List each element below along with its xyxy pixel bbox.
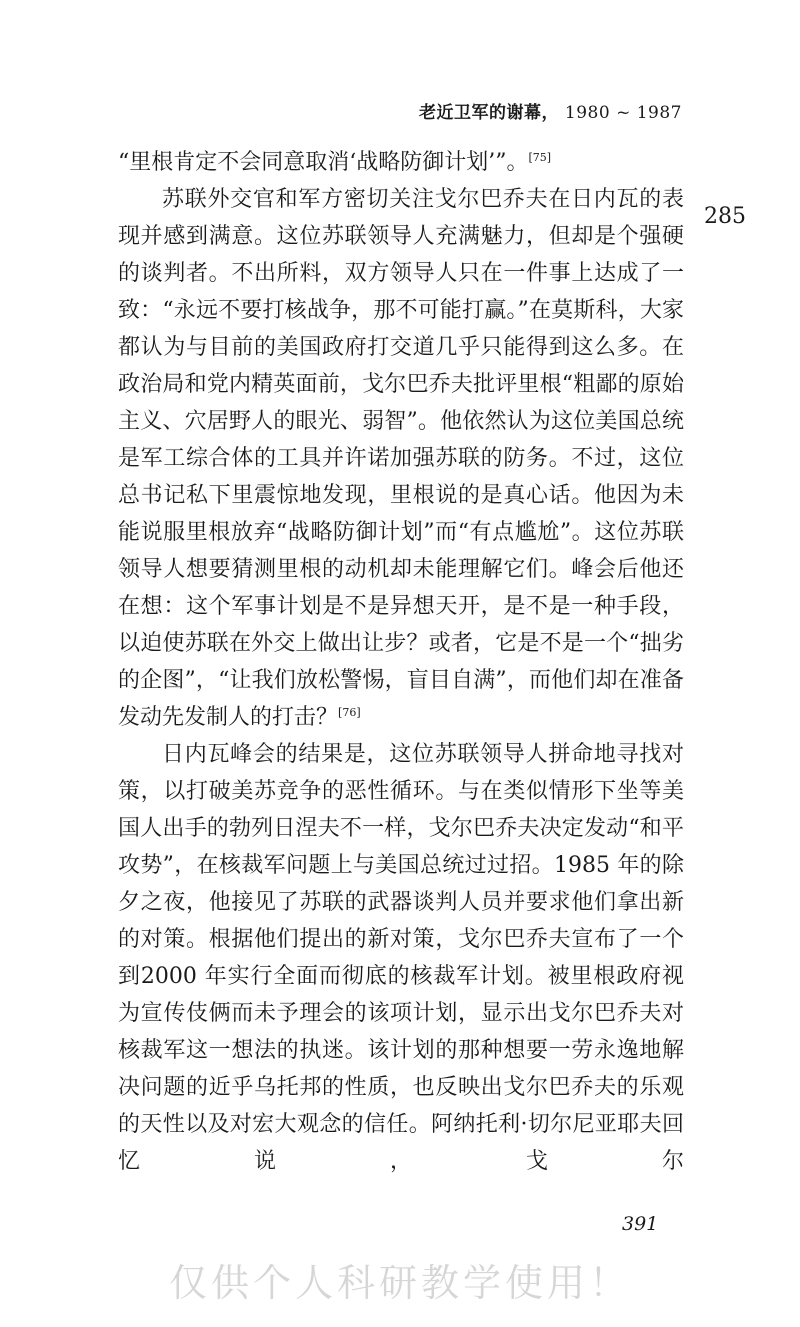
- text-line: 里根放弃“战略防御计划”而“有点尴尬”。这位苏联领导: [118, 520, 684, 582]
- text-line: 并感到满意。这位苏联领导人充满魅力，但却是个强硬的谈: [118, 224, 684, 286]
- running-header: [419, 98, 682, 123]
- text-line: 判者。不出所料，双方领导人只在一件事上达成了一致：: [118, 261, 684, 323]
- text-line: 义、穴居野人的眼光、弱智”。他依然认为这位美国总统是: [118, 409, 684, 471]
- text-line: 记私下里震惊地发现，里根说的是真心话。他因为未能说服: [118, 483, 684, 545]
- text-line: 策，以打破美苏竞争的恶性循环。与在类似情形下坐等美国: [118, 779, 684, 841]
- footnote-ref: [76]: [338, 706, 361, 719]
- text-line: 对宏大观念的信任。阿纳托利·切尔尼亚耶夫回忆说，戈尔: [118, 1112, 684, 1174]
- text-line: 日内瓦峰会的结果是，这位苏联领导人拼命地寻找对: [162, 742, 684, 767]
- text-line: 人出手的勃列日涅夫不一样，戈尔巴乔夫决定发动“和平: [140, 816, 684, 841]
- text-line: 策。根据他们提出的新对策，戈尔巴乔夫宣布了一个到: [118, 927, 684, 989]
- text-line: 人想要猜测里根的动机却未能理解它们。峰会后他还在想：: [118, 557, 684, 619]
- text-line: 攻势”，在核裁军问题上与美国总统过过招。1985 年的除夕: [118, 853, 684, 915]
- chapter-years: 1980 ~ 1987: [564, 103, 682, 123]
- text-line: 图”，“让我们放松警惕，盲目自满”，而他们却在准备发动: [118, 668, 684, 730]
- watermark: 仅供个人科研教学使用！: [168, 1261, 631, 1305]
- body-text: [118, 144, 684, 1180]
- text-line: “永远不要打核战争，那不可能打赢。”在莫斯科，大家都: [118, 298, 684, 360]
- text-line: 联在外交上做出让步？或者，它是不是一个“拙劣的企: [118, 631, 684, 693]
- text-line: 苏联外交官和军方密切关注戈尔巴乔夫在日内瓦的表现: [118, 187, 684, 249]
- text-line: 这一想法的执迷。该计划的那种想要一劳永逸地解决问题的: [118, 1038, 684, 1100]
- text-line: 先发制人的打击？: [162, 705, 339, 730]
- paragraph: [118, 181, 684, 736]
- text-line: 2000 年实行全面而彻底的核裁军计划。被里根政府视为宣: [118, 964, 684, 1026]
- text-line: 军工综合体的工具并许诺加强苏联的防务。不过，这位总书: [118, 446, 684, 508]
- text-line: 认为与目前的美国政府打交道几乎只能得到这么多。在政治: [118, 335, 684, 397]
- text-line: 传伎俩而未予理会的该项计划，显示出戈尔巴乔夫对核裁军: [118, 1001, 684, 1063]
- text-line: 之夜，他接见了苏联的武器谈判人员并要求他们拿出新的对: [118, 890, 684, 952]
- text-line: 局和党内精英面前，戈尔巴乔夫批评里根“粗鄙的原始主: [118, 372, 684, 434]
- paragraph: [118, 736, 684, 1180]
- text-line: 近乎乌托邦的性质，也反映出戈尔巴乔夫的乐观的天性以及: [118, 1075, 684, 1137]
- page-number: 391: [622, 1213, 659, 1235]
- text-line: 这个军事计划是不是异想天开，是不是一种手段，以迫使苏: [118, 594, 684, 656]
- footnote-ref: [75]: [528, 151, 552, 164]
- paragraph: [118, 144, 684, 181]
- original-page-number: 285: [704, 204, 746, 229]
- chapter-title: 老近卫军的谢幕，: [419, 103, 559, 123]
- text-line: “里根肯定不会同意取消‘战略防御计划’”。: [118, 150, 529, 175]
